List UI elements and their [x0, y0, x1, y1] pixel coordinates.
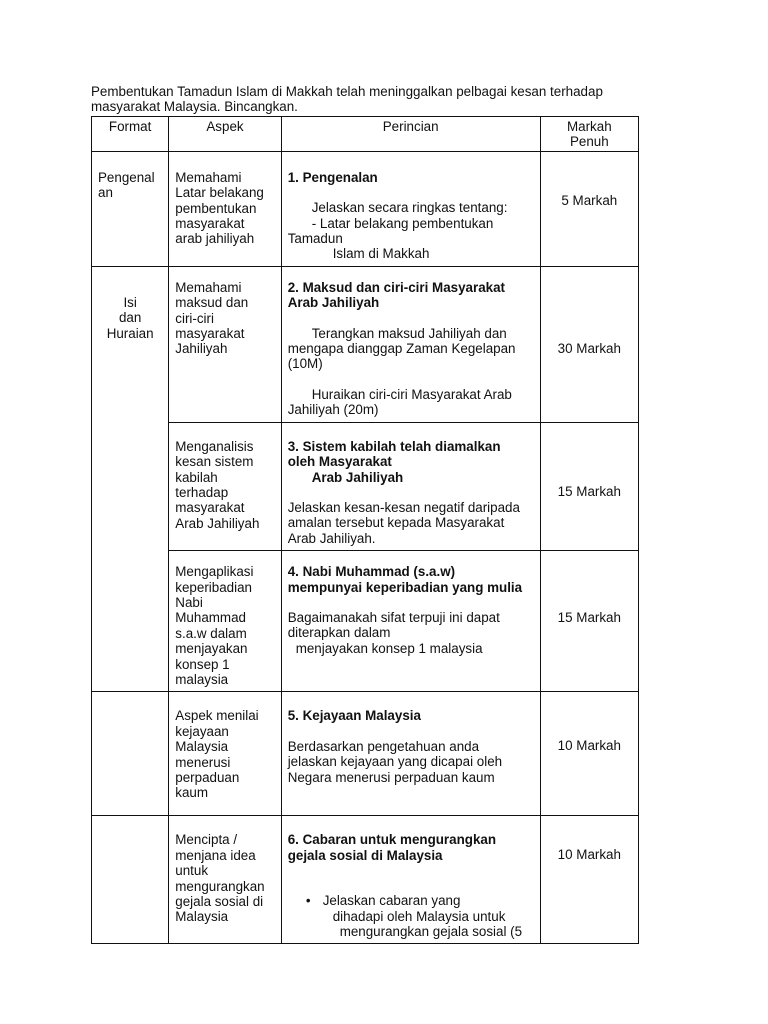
section-title: 1. Pengenalan — [287, 169, 378, 185]
markah-cell — [540, 266, 638, 422]
format-text: Isi — [123, 294, 137, 310]
perincian-line: jelaskan kejayaan yang dicapai oleh — [287, 754, 503, 770]
markah-value: 10 Markah — [557, 847, 621, 863]
aspek-line: kesan sistem — [175, 454, 254, 470]
header-perincian: Perincian — [281, 116, 540, 151]
perincian-line: Tamadun — [287, 231, 343, 247]
aspek-cell — [169, 692, 281, 816]
format-text: Huraian — [106, 325, 154, 341]
aspek-line: terhadap — [175, 484, 229, 500]
perincian-line: diterapkan dalam — [287, 625, 391, 641]
marking-table — [91, 116, 639, 945]
perincian-line: Jelaskan cabaran yang — [322, 893, 461, 909]
aspek-line: Memahami — [175, 169, 242, 185]
section-title: 4. Nabi Muhammad (s.a.w) — [287, 564, 456, 580]
aspek-line: kabilah — [175, 469, 218, 485]
section-title: 2. Maksud dan ciri-ciri Masyarakat — [287, 279, 506, 295]
bullet-icon: • — [305, 893, 311, 909]
section-title: Arab Jahiliyah — [311, 469, 404, 485]
question-line-1: Pembentukan Tamadun Islam di Makkah telah meninggalkan pelbagai kesan terhadap — [91, 84, 603, 99]
section-title: 3. Sistem kabilah telah diamalkan — [287, 438, 501, 454]
aspek-line: Mencipta / — [175, 832, 238, 848]
section-title: gejala sosial di Malaysia — [287, 847, 443, 863]
bullet-item — [288, 893, 534, 908]
format-text: dan — [118, 310, 142, 326]
perincian-cell — [281, 151, 540, 266]
format-cell — [92, 692, 169, 816]
format-cell — [92, 816, 169, 944]
header-markah — [540, 116, 638, 151]
aspek-line: keperibadian — [175, 579, 252, 595]
aspek-line: Aspek menilai — [175, 708, 259, 724]
perincian-line: amalan tersebut kepada Masyarakat — [287, 515, 505, 531]
aspek-cell — [169, 422, 281, 550]
aspek-line: menerusi — [175, 754, 231, 770]
aspek-line: menjana idea — [175, 847, 256, 863]
markah-cell — [540, 551, 638, 692]
aspek-cell — [169, 266, 281, 422]
aspek-line: arab jahiliyah — [175, 231, 255, 247]
markah-value: 15 Markah — [557, 483, 621, 499]
table-row — [92, 422, 639, 550]
perincian-line: Terangkan maksud Jahiliyah dan — [311, 325, 507, 341]
section-title: oleh Masyarakat — [287, 454, 392, 470]
aspek-line: maksud dan — [175, 295, 249, 311]
header-aspek: Aspek — [169, 116, 281, 151]
markah-value: 30 Markah — [557, 340, 621, 356]
section-title: 5. Kejayaan Malaysia — [287, 708, 421, 724]
perincian-line: Huraikan ciri-ciri Masyarakat Arab — [311, 386, 512, 402]
aspek-line: Muhammad — [175, 610, 246, 626]
perincian-line: mengurangkan gejala sosial (5 — [339, 924, 523, 939]
aspek-line: Memahami — [175, 279, 242, 295]
section-title: mempunyai keperibadian yang mulia — [287, 579, 523, 595]
perincian-line: Jahiliyah (20m) — [287, 402, 379, 418]
question-text — [91, 84, 651, 115]
aspek-line: konsep 1 — [175, 656, 230, 672]
aspek-line: untuk — [175, 863, 209, 879]
perincian-cell — [281, 692, 540, 816]
aspek-line: kejayaan — [175, 723, 229, 739]
aspek-cell — [169, 551, 281, 692]
aspek-line: mengurangkan — [175, 878, 265, 894]
perincian-line: (10M) — [287, 356, 323, 372]
table-row — [92, 266, 639, 422]
header-format: Format — [92, 116, 169, 151]
perincian-line: Arab Jahiliyah. — [287, 530, 376, 546]
perincian-cell — [281, 266, 540, 422]
aspek-line: Jahiliyah — [175, 341, 228, 357]
aspek-cell — [169, 816, 281, 944]
markah-value: 5 Markah — [561, 192, 618, 208]
aspek-line: perpaduan — [175, 770, 240, 785]
aspek-line: Malaysia — [175, 739, 229, 755]
aspek-cell — [169, 151, 281, 266]
markah-cell — [540, 422, 638, 550]
format-text: an — [98, 185, 113, 201]
aspek-line: malaysia — [175, 671, 229, 687]
format-text: Pengenal — [98, 169, 155, 185]
aspek-line: pembentukan — [175, 200, 257, 216]
perincian-cell — [281, 551, 540, 692]
aspek-line: Latar belakang — [175, 185, 264, 201]
aspek-line: gejala sosial di — [175, 894, 264, 909]
perincian-line: Bagaimanakah sifat terpuji ini dapat — [287, 609, 500, 625]
perincian-line: dihadapi oleh Malaysia untuk — [332, 908, 506, 924]
format-cell — [92, 151, 169, 266]
markah-cell — [540, 151, 638, 266]
perincian-cell — [281, 816, 540, 944]
table-row — [92, 551, 639, 692]
perincian-line: - Latar belakang pembentukan — [311, 215, 494, 231]
header-markah-line2: Penuh — [569, 133, 609, 149]
aspek-line: Malaysia — [175, 909, 229, 925]
aspek-line: Nabi — [175, 594, 203, 610]
table-row — [92, 692, 639, 816]
aspek-line: masyarakat — [175, 216, 245, 232]
aspek-line: Mengaplikasi — [175, 564, 254, 580]
perincian-cell — [281, 422, 540, 550]
markah-cell — [540, 692, 638, 816]
perincian-line: mengapa dianggap Zaman Kegelapan — [287, 341, 516, 357]
perincian-line: Islam di Makkah — [332, 246, 430, 262]
section-title: Arab Jahiliyah — [287, 295, 380, 311]
header-markah-line1: Markah — [566, 118, 612, 134]
markah-value: 15 Markah — [557, 610, 621, 626]
table-row — [92, 151, 639, 266]
aspek-line: ciri-ciri — [175, 310, 214, 326]
aspek-line: masyarakat — [175, 500, 245, 516]
table-header-row — [92, 116, 639, 151]
perincian-line: Negara menerusi perpaduan kaum — [287, 769, 495, 785]
aspek-line: menjayakan — [175, 641, 248, 657]
section-title: 6. Cabaran untuk mengurangkan — [287, 832, 497, 848]
aspek-line: kaum — [175, 785, 209, 801]
format-cell — [92, 266, 169, 692]
table-row — [92, 816, 639, 944]
document — [91, 84, 651, 944]
question-line-2: masyarakat Malaysia. Bincangkan. — [91, 99, 298, 115]
markah-cell — [540, 816, 638, 944]
perincian-line: Jelaskan secara ringkas tentang: — [311, 200, 508, 216]
aspek-line: Arab Jahiliyah — [175, 515, 260, 531]
perincian-line: menjayakan konsep 1 malaysia — [295, 640, 483, 656]
markah-value: 10 Markah — [557, 738, 621, 754]
perincian-line: Jelaskan kesan-kesan negatif daripada — [287, 499, 520, 515]
aspek-line: Menganalisis — [175, 438, 254, 454]
aspek-line: masyarakat — [175, 326, 245, 342]
perincian-line: Berdasarkan pengetahuan anda — [287, 738, 480, 754]
aspek-line: s.a.w dalam — [175, 625, 247, 641]
